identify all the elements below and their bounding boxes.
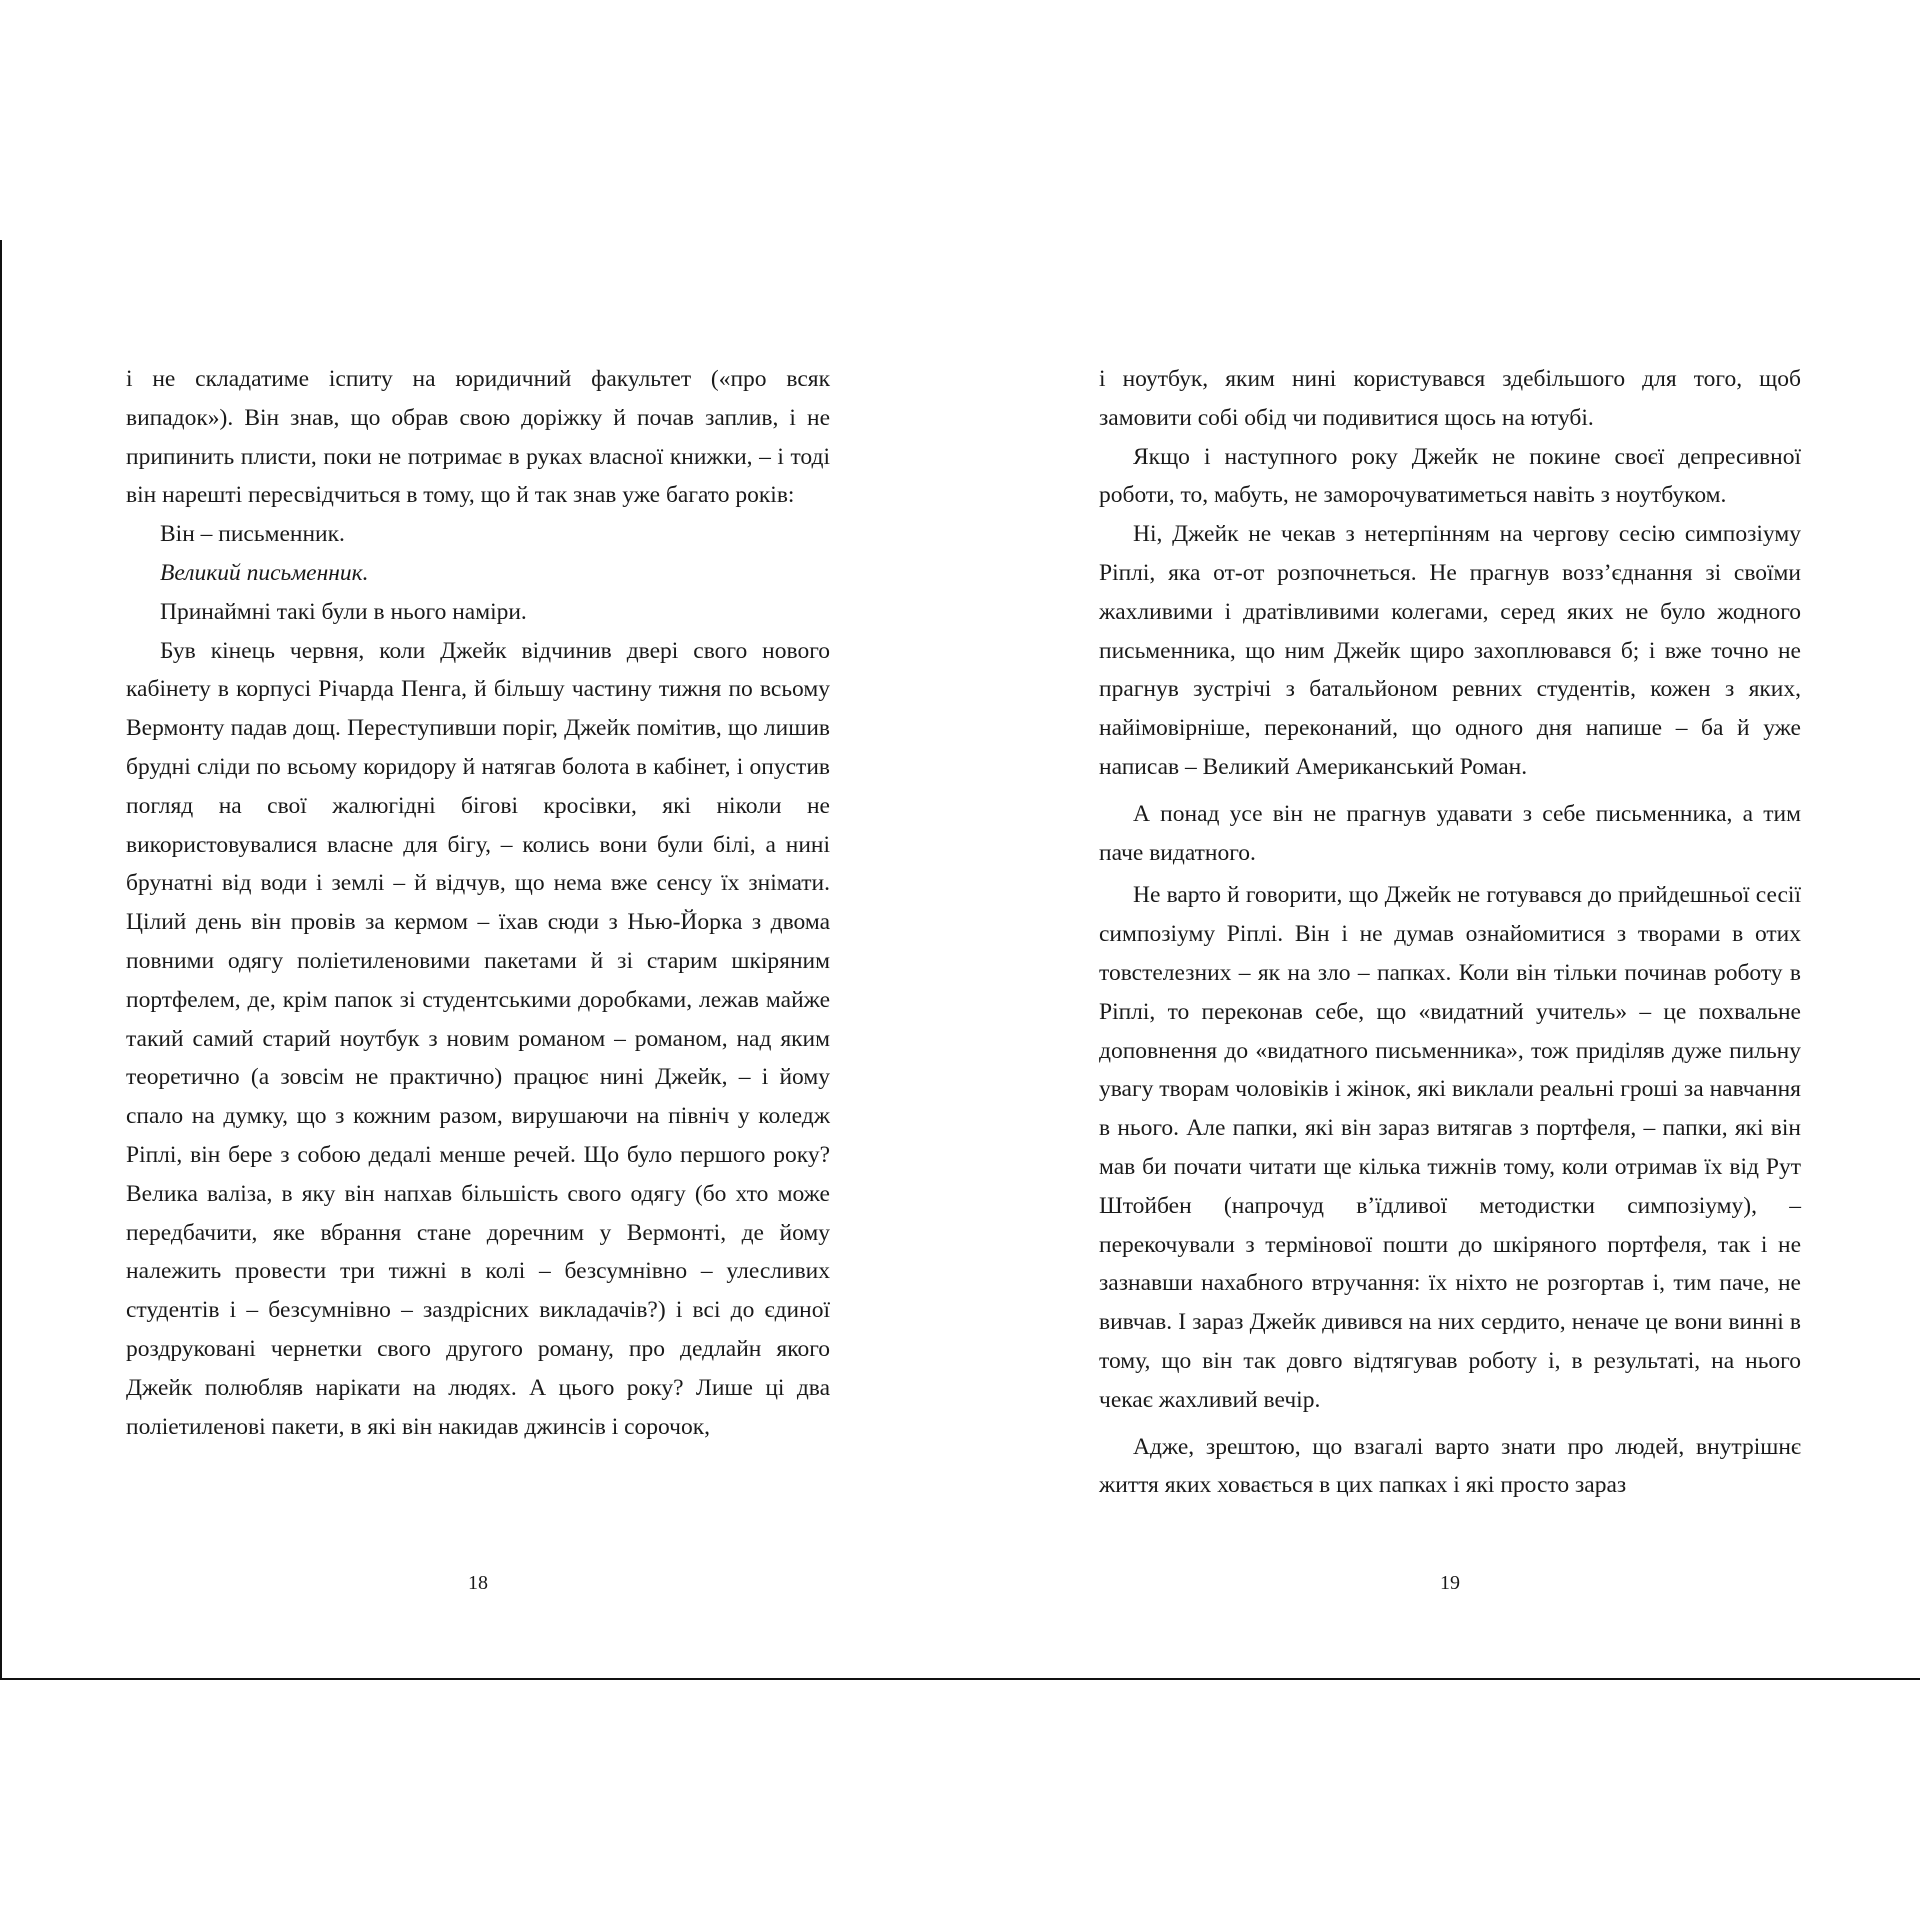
paragraph: Якщо і наступного року Джейк не покине своєї депресивної роботи, то, мабуть, не заморочуватиметься навіть з ноутбуком. (1099, 443, 1801, 509)
paragraph: Був кінець червня, коли Джейк відчинив двері свого нового кабінету в корпусі Річарда Пенга, й більшу частину тижня по всьому Вермонту падав дощ. Переступивши поріг, Джейк помітив, що лишив брудні сліди по всьому коридору й натягав болота в кабінет, і опустив погляд на свої жалюгідні бігові кросівки, які ніколи не використовувалися власне для бігу, – колись вони були білі, а нині брунатні від води і землі – й відчув, що нема вже сенсу їх знімати. Цілий день він провів за кермом – їхав сюди з Нью-Йорка з двома повними одягу поліетиленовими пакетами й зі старим шкіряним портфелем, де, крім папок зі студентськими доробками, лежав майже такий самий старий ноутбук з новим романом – романом, над яким теоретично (а зовсім не практично) працює нині Джейк, – і йому спало на думку, що з кожним разом, вирушаючи на північ у коледж Ріплі, він бере з собою дедалі менше речей. Що було першого року? Велика валіза, в яку він напхав більшість свого одягу (бо хто може передбачити, яке вбрання стане доречним у Вермонті, де йому належить провести три тижні в колі – безсумнівно – улесливих студентів і – безсумнівно – заздрісних викладачів?) і всі до єдиної роздруковані чернетки свого другого роману, про дедлайн якого Джейк полюбляв нарікати на людях. А цього року? Лише ці два поліетиленові пакети, в які він накидав джинсів і сорочок, (126, 637, 830, 1440)
left-page (126, 360, 830, 1620)
book-spread (0, 240, 1920, 1680)
paragraph: Ні, Джейк не чекав з нетерпінням на чергову сесію симпозіуму Ріплі, яка от-от розпочнеться. Не прагнув возз’єднання зі своїми жахливими і дратівливими колегами, серед яких не було жодного письменника, що ним Джейк щиро захоплювався б; і вже точно не прагнув зустрічі з батальйоном ревних студентів, кожен з яких, найімовірніше, переконаний, що одного дня напише – ба й уже написав – Великий Американський Роман. (1099, 521, 1801, 780)
paragraph: і ноутбук, яким нині користувався здебільшого для того, щоб замовити собі обід чи подивитися щось на ютубі. (1099, 366, 1801, 431)
page-number: 18 (468, 1572, 488, 1594)
right-page (1099, 360, 1801, 1620)
paragraph: А понад усе він не прагнув удавати з себе письменника, а тим паче видатного. (1099, 800, 1801, 866)
paragraph: Великий письменник. (160, 559, 369, 586)
paragraph: Він – письменник. (160, 521, 345, 548)
paragraph: Адже, зрештою, що взагалі варто знати про людей, внутрішнє життя яких ховається в цих папках і які просто зараз (1099, 1433, 1801, 1499)
paragraph: Принаймні такі були в нього наміри. (160, 598, 527, 625)
paragraph: Не варто й говорити, що Джейк не готувався до прийдешньої сесії симпозіуму Ріплі. Він і не думав ознайомитися з творами в отих товстелезних – як на зло – папках. Коли він тільки починав роботу в Ріплі, то переконав себе, що «видатний учитель» – це похвальне доповнення до «видатного письменника», тож приділяв дуже пильну увагу творам чоловіків і жінок, які виклали реальні гроші за навчання в нього. Але папки, які він зараз витягав з портфеля, – папки, які він мав би почати читати ще кілька тижнів тому, коли отримав їх від Рут Штойбен (напрочуд в’їдливої методистки симпозіуму), – перекочували з термінової пошти до шкіряного портфеля, так і не зазнавши нахабного втручання: їх ніхто не розгортав і, тим паче, не вивчав. І зараз Джейк дивився на них сердито, неначе це вони винні в тому, що він так довго відтягував роботу і, в результаті, на нього чекає жахливий вечір. (1099, 882, 1801, 1413)
page-number: 19 (1440, 1572, 1460, 1594)
right-page-text (1099, 360, 1801, 1505)
paragraph: і не складатиме іспиту на юридичний факультет («про всяк випадок»). Він знав, що обрав свою доріжку й почав заплив, і не припинить плисти, поки не потримає в руках власної книжки, – і тоді він нарешті пересвідчиться в тому, що й так знав уже багато років: (126, 366, 830, 509)
left-page-text (126, 360, 830, 1446)
